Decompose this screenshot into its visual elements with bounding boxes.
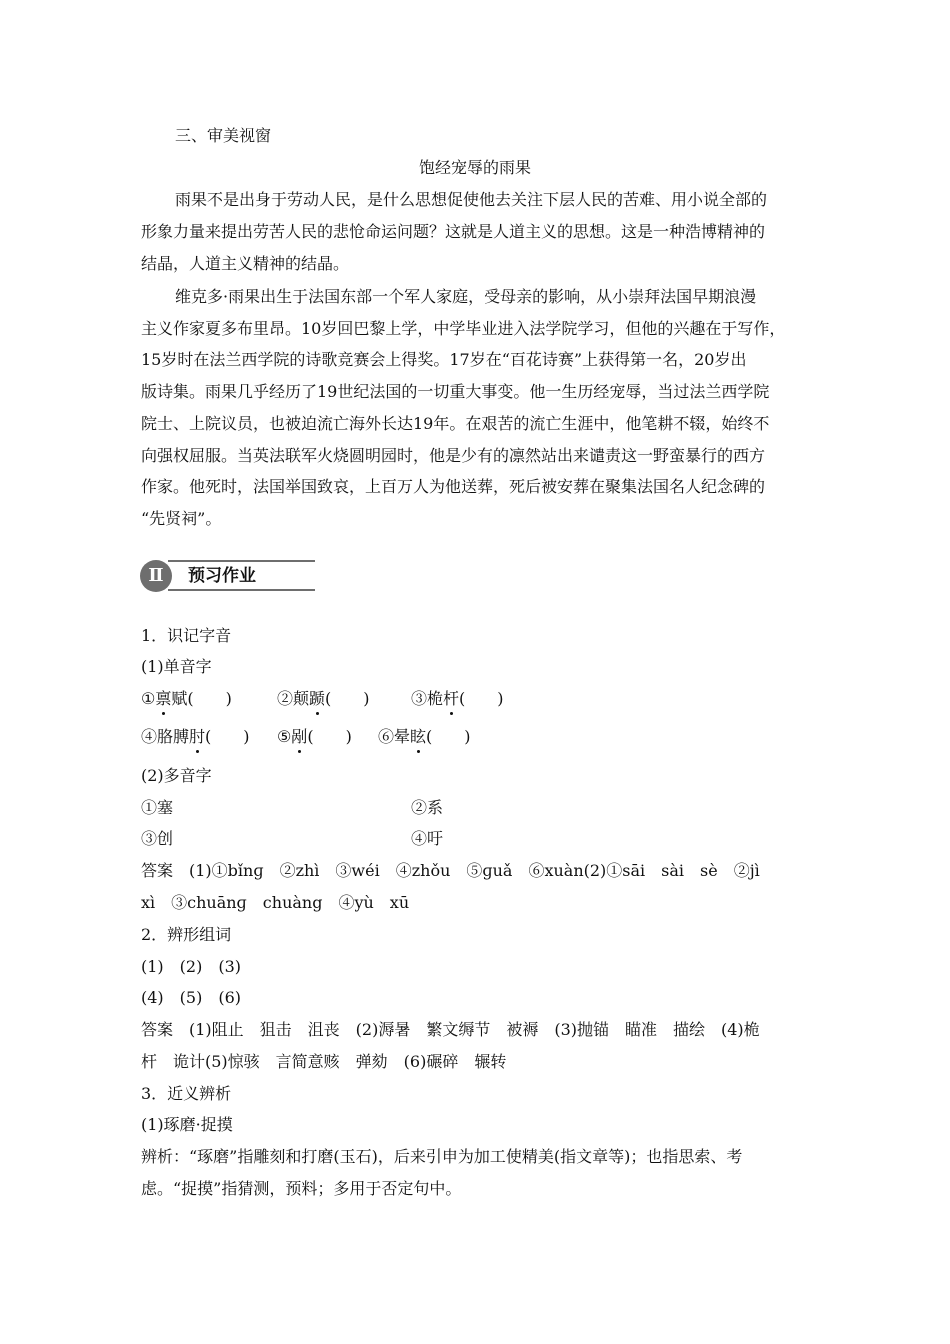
paragraph-2-line-1: 维克多·雨果出生于法国东部一个军人家庭，受母亲的影响，从小崇拜法国早期浪漫 (175, 287, 757, 306)
paragraph-1-line-3: 结晶，人道主义精神的结晶。 (141, 254, 350, 273)
q2-row-2: (4) (5) (6) (141, 988, 241, 1007)
q1-item-4: ④胳膊肘( ) (141, 727, 250, 746)
paragraph-2-line-5: 院士、上院议员，也被迫流亡海外长达19年。在艰苦的流亡生涯中，他笔耕不辍，始终不 (141, 414, 770, 433)
dotted-char: 禀 (155, 689, 172, 708)
section-title: 预习作业 (188, 566, 256, 586)
section-header (140, 560, 315, 592)
q1-multi-3: ③创 (141, 829, 174, 848)
q3-analysis-line-2: 虑。“捉摸”指猜测，预料；多用于否定句中。 (141, 1179, 462, 1198)
q1-item-3: ③桅杆( ) (411, 689, 504, 708)
q1-multi-1: ①塞 (141, 798, 174, 817)
q3-sub1: (1)琢磨·捉摸 (141, 1115, 233, 1134)
section-rule-top (168, 560, 315, 562)
section-number-badge: Ⅱ (140, 560, 172, 592)
dotted-char: 杆 (443, 689, 460, 708)
paragraph-2-line-2: 主义作家夏多布里昂。10岁回巴黎上学，中学毕业进入法学院学习，但他的兴趣在于写作， (141, 319, 786, 338)
q3-analysis-line-1: 辨析：“琢磨”指雕刻和打磨(玉石)，后来引申为加工使精美(指文章等)；也指思索、考 (141, 1147, 743, 1166)
paragraph-2-line-7: 作家。他死时，法国举国致哀，上百万人为他送葬，死后被安葬在聚集法国名人纪念碑的 (141, 477, 766, 496)
q1-answer-line-2: xì ③chuānɡ chuàng ④yù xū (141, 893, 410, 912)
q3-title: 3．近义辨析 (141, 1084, 232, 1103)
q2-answer-line-2: 杆 诡计(5)惊骇 言简意赅 弹劾 (6)碾碎 辗转 (141, 1052, 507, 1071)
q1-item-5: ⑤剐( ) (277, 727, 352, 746)
article-title: 饱经宠辱的雨果 (418, 158, 531, 177)
q1-sub1: (1)单音字 (141, 657, 212, 676)
q2-title: 2．辨形组词 (141, 925, 232, 944)
dotted-char: 踬 (309, 689, 326, 708)
q2-row-1: (1) (2) (3) (141, 957, 241, 976)
q1-multi-4: ④吁 (411, 829, 444, 848)
q1-sub2: (2)多音字 (141, 766, 212, 785)
q1-item-6: ⑥晕眩( ) (378, 727, 471, 746)
q1-multi-2: ②系 (411, 798, 444, 817)
paragraph-2-line-6: 向强权屈服。当英法联军火烧圆明园时，他是少有的凛然站出来谴责这一野蛮暴行的西方 (141, 446, 766, 465)
q1-item-1: ①禀赋( ) (141, 689, 232, 708)
q1-title: 1．识记字音 (141, 626, 232, 645)
paragraph-2-line-8: “先贤祠”。 (141, 509, 222, 528)
paragraph-2-line-4: 版诗集。雨果几乎经历了19世纪法国的一切重大事变。他一生历经宠辱，当过法兰西学院 (141, 382, 770, 401)
dotted-char: 肘 (189, 727, 206, 746)
q2-answer-line-1: 答案 (1)阻止 狙击 沮丧 (2)溽暑 繁文缛节 被褥 (3)抛锚 瞄准 描绘 (4)桅 (141, 1020, 760, 1039)
dotted-char: 眩 (410, 727, 427, 746)
q1-answer-line-1: 答案 (1)①bǐnɡ ②zhì ③wéi ④zhǒu ⑤ɡuǎ ⑥xuàn(2)①sāi sài sè ②jì (141, 861, 760, 880)
paragraph-2-line-3: 15岁时在法兰西学院的诗歌竞赛会上得奖。17岁在“百花诗赛”上获得第一名，20岁出 (141, 350, 747, 369)
dotted-char: 剐 (291, 727, 308, 746)
section-heading: 三、审美视窗 (175, 126, 272, 145)
paragraph-1-line-2: 形象力量来提出劳苦人民的悲怆命运问题？这就是人道主义的思想。这是一种浩博精神的 (141, 222, 766, 241)
q1-item-2: ②颠踬( ) (277, 689, 370, 708)
paragraph-1-line-1: 雨果不是出身于劳动人民，是什么思想促使他去关注下层人民的苦难、用小说全部的 (175, 190, 768, 209)
section-rule-bottom (168, 589, 315, 591)
